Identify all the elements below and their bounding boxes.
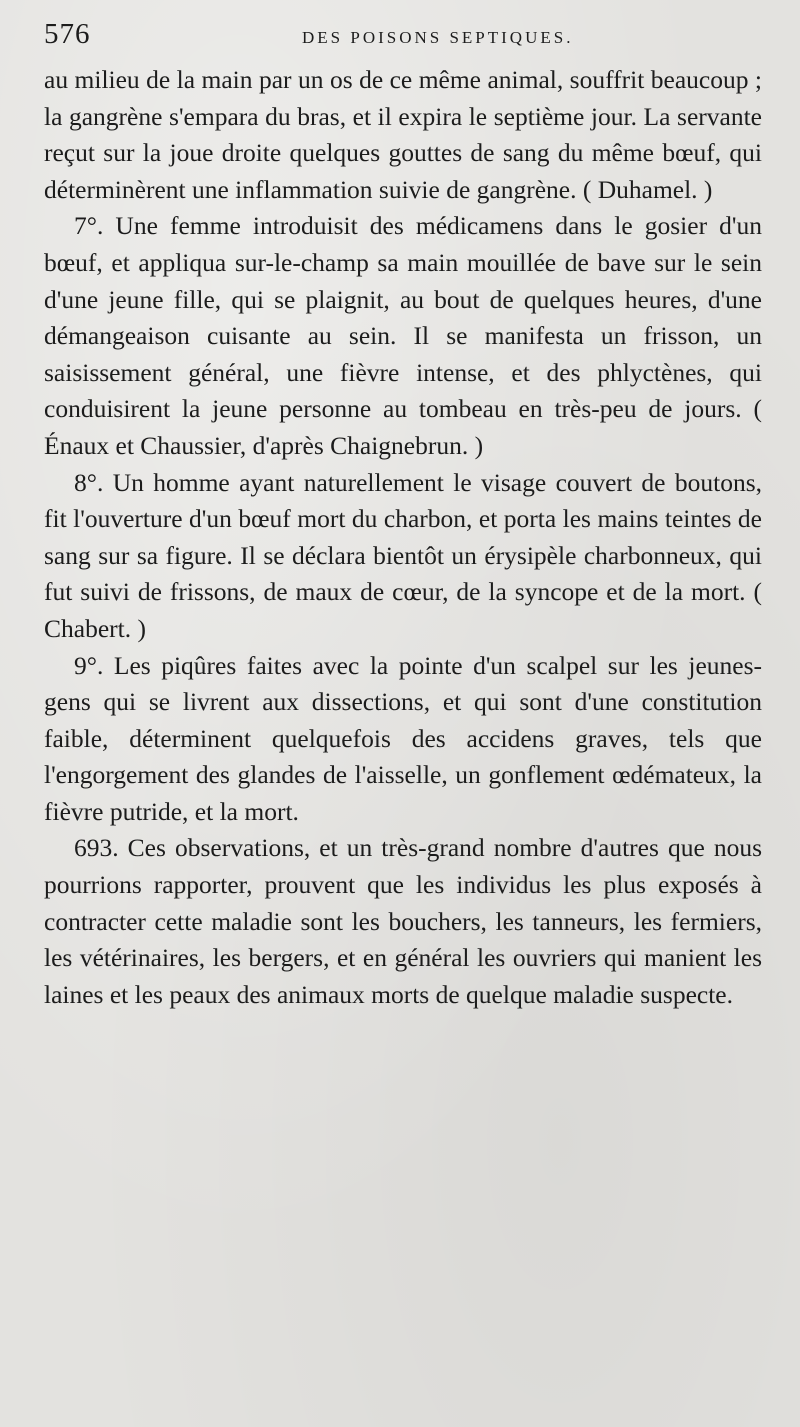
paragraph-case-9: 9°. Les piqûres faites avec la pointe d'un scalpel sur les jeunes-gens qui se livrent aux dissections, et qui sont d'une constitution faible, déterminent quelquefois des accidens graves, tels que l'engorgement des glandes de l'aisselle, un gonflement œdémateux, la fièvre putride, et la mort. [44,650,762,826]
page-header [44,18,770,54]
paragraph-case-8: 8°. Un homme ayant naturellement le visage couvert de boutons, fit l'ouverture d'un bœuf mort du charbon, et porta les mains teintes de sang sur sa figure. Il se déclara bientôt un érysipèle charbonneux, qui fut suivi de frissons, de maux de cœur, de la syncope et de la mort. ( Chabert. ) [44,467,762,643]
running-title: DES POISONS SEPTIQUES. [302,28,574,47]
paragraph-continuation: au milieu de la main par un os de ce même animal, souffrit beaucoup ; la gangrène s'empara du bras, et il expira le septième jour. La servante reçut sur la joue droite quelques gouttes de sang du même bœuf, qui déterminèrent une inflammation suivie de gangrène. ( Duhamel. ) [44,65,762,204]
page-number: 576 [44,18,91,50]
paragraph-section-693: 693. Ces observations, et un très-grand nombre d'autres que nous pourrions rapporter, prouvent que les individus les plus exposés à contracter cette maladie sont les bouchers, les tanneurs, les fermiers, les vétérinaires, les bergers, et en général les ouvriers qui manient les laines et les peaux des animaux morts de quelque maladie suspecte. [44,833,762,1009]
body-text [44,62,762,1013]
paragraph-case-7: 7°. Une femme introduisit des médicamens dans le gosier d'un bœuf, et appliqua sur-le-champ sa main mouillée de bave sur le sein d'une jeune fille, qui se plaignit, au bout de quelques heures, d'une démangeaison cuisante au sein. Il se manifesta un frisson, un saisissement général, une fièvre intense, et des phlyctènes, qui conduisirent la jeune personne au tombeau en très-peu de jours. ( Énaux et Chaussier, d'après Chaignebrun. ) [44,211,762,460]
